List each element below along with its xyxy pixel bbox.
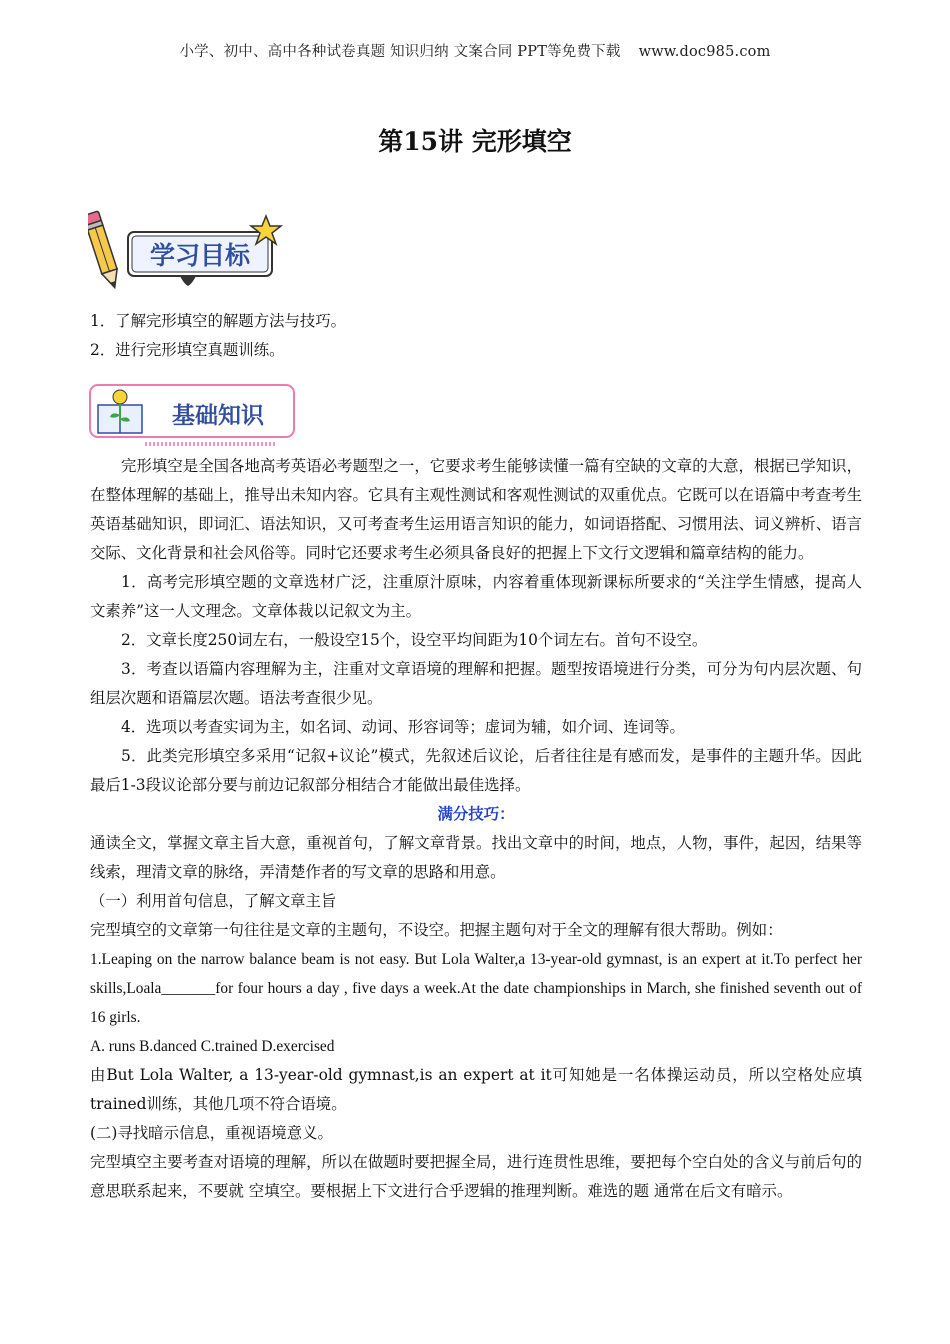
header-text: 小学、初中、高中各种试卷真题 知识归纳 文案合同 PPT等免费下载 [179,44,621,60]
basic-knowledge-label: 基础知识 [172,403,264,429]
skills-overview: 通读全文，掌握文章主旨大意，重视首句，了解文章背景。找出文章中的时间，地点，人物，事件，起因，结果等线索，理清文章的脉络，弄清楚作者的写文章的思路和用意。 [90,834,862,881]
goal-item: 1．了解完形填空的解题方法与技巧。 [90,312,347,330]
basic-point: 1．高考完形填空题的文章选材广泛，注重原汁原味，内容着重体现新课标所要求的“关注学生情感，提高人文素养”这一人文理念。文章体裁以记叙文为主。 [90,573,862,620]
header-site: www.doc985.com [638,44,771,60]
example-passage: 1.Leaping on the narrow balance beam is not easy. But Lola Walter,a 13-year-old gymnast, is an expert at it.To perfect her skills,Loala_______for four hours a day , five days a week.At the date championships in March, she finished seventh out of 16 girls. [90,951,862,1026]
page-header [0,40,950,61]
basic-point: 2．文章长度250词左右，一般设空15个，设空平均间距为10个词左右。首句不设空。 [121,631,708,649]
section-two-title: (二)寻找暗示信息，重视语境意义。 [90,1124,333,1142]
page-title: 第15讲 完形填空 [378,127,572,156]
section-one-body: 完型填空的文章第一句往往是文章的主题句，不设空。把握主题句对于全文的理解有很大帮助。例如： [90,921,783,939]
example-options: A. runs B.danced C.trained D.exercised [90,1038,335,1055]
goals-list [90,307,862,365]
basic-point: 3．考查以语篇内容理解为主，注重对文章语境的理解和把握。题型按语境进行分类，可分为句内层次题、句组层次题和语篇层次题。语法考查很少见。 [90,660,862,707]
example-explanation: 由But Lola Walter, a 13-year-old gymnast,is an expert at it可知她是一名体操运动员，所以空格处应填trained训练，其他几项不符合语境。 [90,1066,862,1113]
basic-intro: 完形填空是全国各地高考英语必考题型之一，它要求考生能够读懂一篇有空缺的文章的大意，根据已学知识，在整体理解的基础上，推导出未知内容。它具有主观性测试和客观性测试的双重优点。它既可以在语篇中考查考生英语基础知识，即词汇、语法知识，又可考查考生运用语言知识的能力，如词语搭配、习惯用法、词义辨析、语言交际、文化背景和社会风俗等。同时它还要求考生必须具备良好的把握上下文行文逻辑和篇章结构的能力。 [90,457,862,562]
skills-heading: 满分技巧： [437,805,515,823]
pencil-icon [88,211,122,290]
section-one-title: （一）利用首句信息，了解文章主旨 [90,892,337,910]
section-two-body: 完型填空主要考查对语境的理解，所以在做题时要把握全局，进行连贯性思维，要把每个空白处的含义与前后句的意思联系起来，不要就 空填空。要根据上下文进行合乎逻辑的推理判断。难选的题 通常在后文有暗示。 [90,1153,862,1200]
learning-goals-badge [88,204,288,296]
basic-point: 4．选项以考查实词为主，如名词、动词、形容词等；虚词为辅，如介词、连词等。 [121,718,685,736]
learning-goals-label: 学习目标 [149,241,251,270]
goal-item: 2．进行完形填空真题训练。 [90,341,285,359]
learning-goals-badge-graphic [88,204,288,296]
basic-knowledge-badge [88,383,298,447]
basic-point: 5．此类完形填空多采用“记叙+议论”模式，先叙述后议论，后者往往是有感而发，是事件的主题升华。因此最后1-3段议论部分要与前边记叙部分相结合才能做出最佳选择。 [90,747,862,794]
basic-knowledge-section [90,452,862,1206]
basic-knowledge-badge-graphic [88,383,298,447]
